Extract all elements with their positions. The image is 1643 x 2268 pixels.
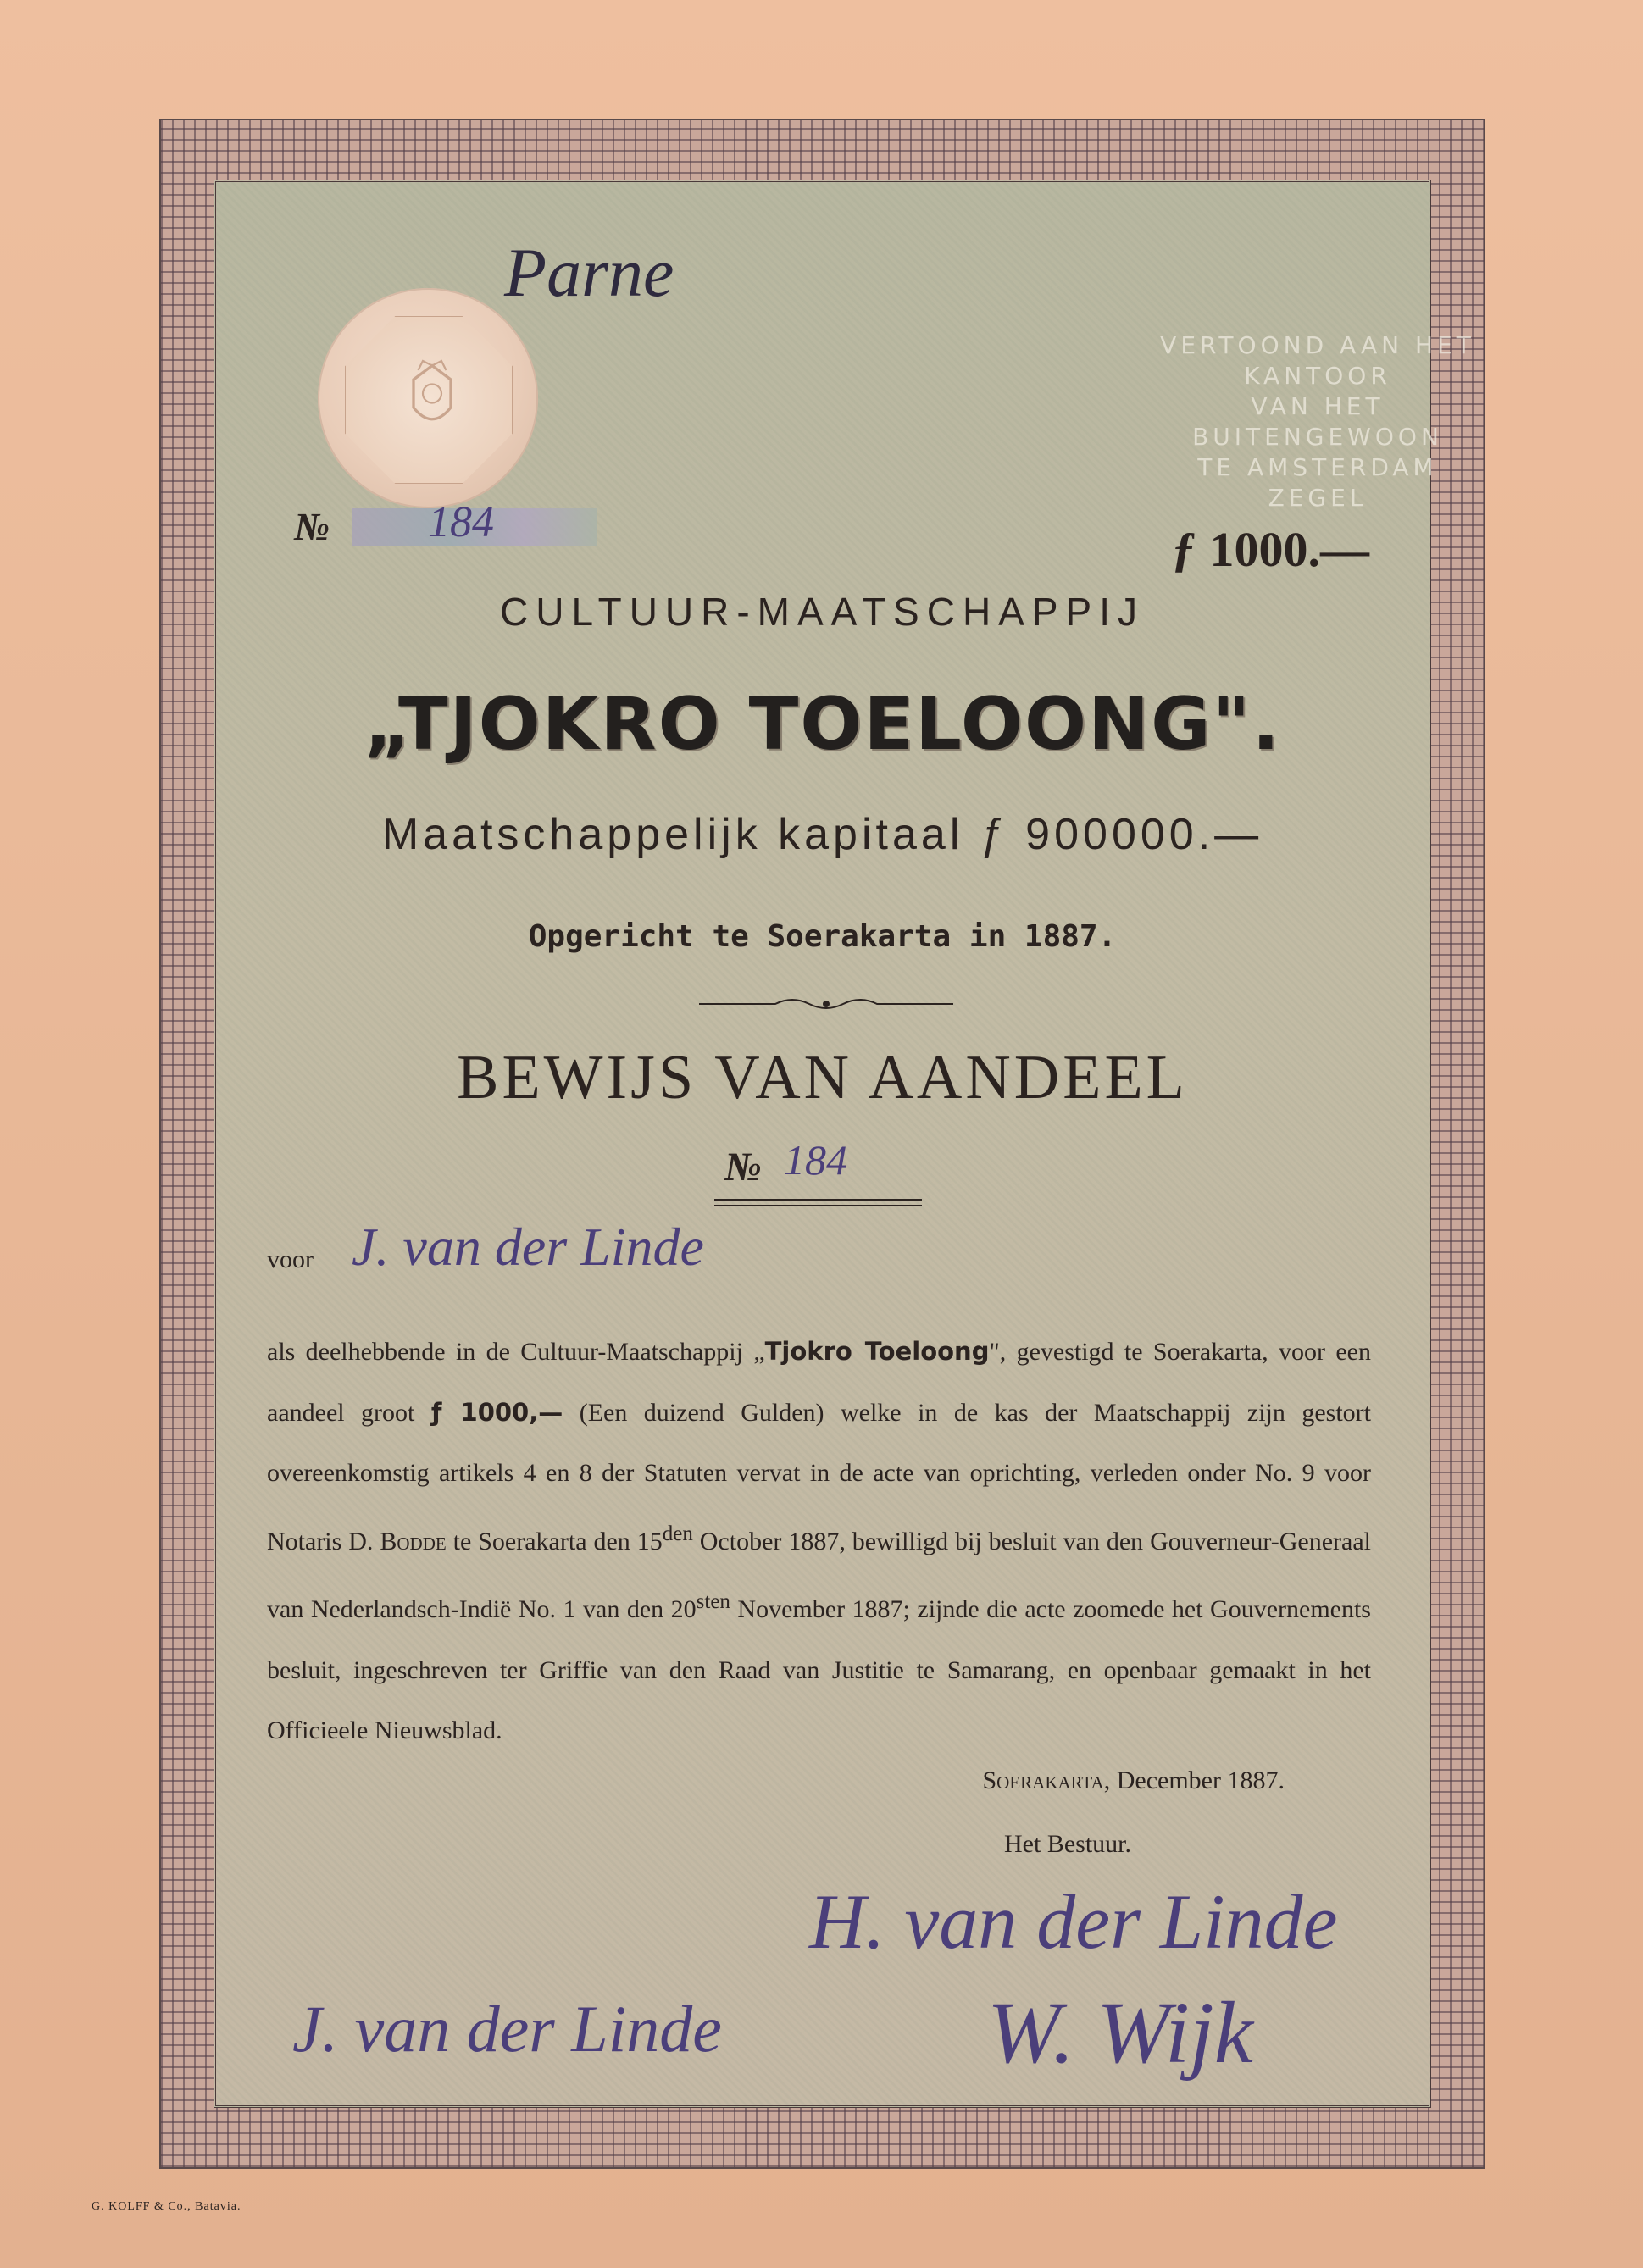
embossed-seal-icon — [386, 352, 479, 445]
certificate-body — [267, 1322, 1371, 1761]
date: , December 1887. — [1103, 1766, 1285, 1794]
body-text-3: (Een duizend Gulden) welke in de kas der Maatschappij zijn gestort overeenkomstig artikels 4 en 8 der Statuten vervat in de acte van oprichting, verleden onder No. 9 voor Notaris D. — [267, 1398, 1372, 1555]
authorized-capital: Maatschappelijk kapitaal ƒ 900000.— — [381, 810, 1263, 859]
signature-second: J. van der Linde — [292, 1992, 722, 2066]
florin-symbol: ƒ — [1171, 522, 1196, 577]
body-superscript-sten: sten — [696, 1590, 730, 1613]
company-name: „TJOKRO TOELOONG". — [363, 682, 1282, 767]
stamp-line: TE AMSTERDAM — [1197, 453, 1438, 481]
body-text-6: November 1887; zijnde die acte zoomede het Gouvernements besluit, ingeschreven ter Griffie van den Raad van Justitie te Samarang, en openbaar gemaakt in het Officieele Nieuwsblad. — [267, 1595, 1371, 1744]
share-number-underline — [714, 1199, 922, 1206]
number-label: № — [294, 505, 330, 548]
holder-label: voor — [267, 1245, 314, 1273]
body-amount: ƒ 1000,— — [430, 1397, 563, 1427]
registration-stamp — [1140, 330, 1496, 513]
face-value — [1172, 521, 1370, 578]
share-number-label: № — [724, 1145, 762, 1189]
body-text-2: ", gevestigd te Soerakarta, voor een aandeel groot — [267, 1338, 1371, 1427]
body-superscript-den: den — [662, 1522, 693, 1545]
certificate-panel — [214, 180, 1475, 2108]
body-text-5: October 1887, bewilligd bij besluit van den Gouverneur-Generaal van Nederlandsch-Indië No. 1 van den 20 — [267, 1527, 1372, 1623]
signature-director: H. van der Linde — [809, 1878, 1338, 1965]
holder-name-handwritten: J. van der Linde — [352, 1217, 704, 1277]
stamp-line: VERTOOND AAN HET KANTOOR — [1160, 331, 1475, 390]
place: Soerakarta — [982, 1766, 1104, 1794]
body-text-1: als deelhebbende in de Cultuur-Maatschappij „ — [267, 1338, 765, 1366]
ornamental-border — [159, 119, 1485, 2169]
top-signature: Parne — [504, 234, 674, 311]
board-label: Het Bestuur. — [1004, 1830, 1131, 1858]
body-text-4: te Soerakarta den 15 — [446, 1527, 663, 1555]
face-value-amount: 1000.— — [1209, 522, 1369, 577]
stamp-line: VAN HET BUITENGEWOON — [1192, 392, 1443, 451]
number-handwritten: 184 — [428, 498, 494, 546]
place-date — [982, 1766, 1285, 1795]
founding-line: Opgericht te Soerakarta in 1887. — [528, 919, 1117, 954]
certificate-title: BEWIJS VAN AANDEEL — [457, 1043, 1188, 1112]
ornament-divider-icon — [699, 991, 953, 1017]
printer-imprint: G. KOLFF & Co., Batavia. — [92, 2200, 241, 2213]
stamp-line: ZEGEL — [1268, 484, 1368, 512]
share-number-handwritten: 184 — [784, 1136, 847, 1184]
signature-third: W. Wijk — [987, 1984, 1253, 2082]
body-notary: Bodde — [380, 1527, 447, 1555]
company-type: CULTUUR-MAATSCHAPPIJ — [500, 590, 1145, 634]
body-company-name: Tjokro Toeloong — [764, 1337, 990, 1366]
